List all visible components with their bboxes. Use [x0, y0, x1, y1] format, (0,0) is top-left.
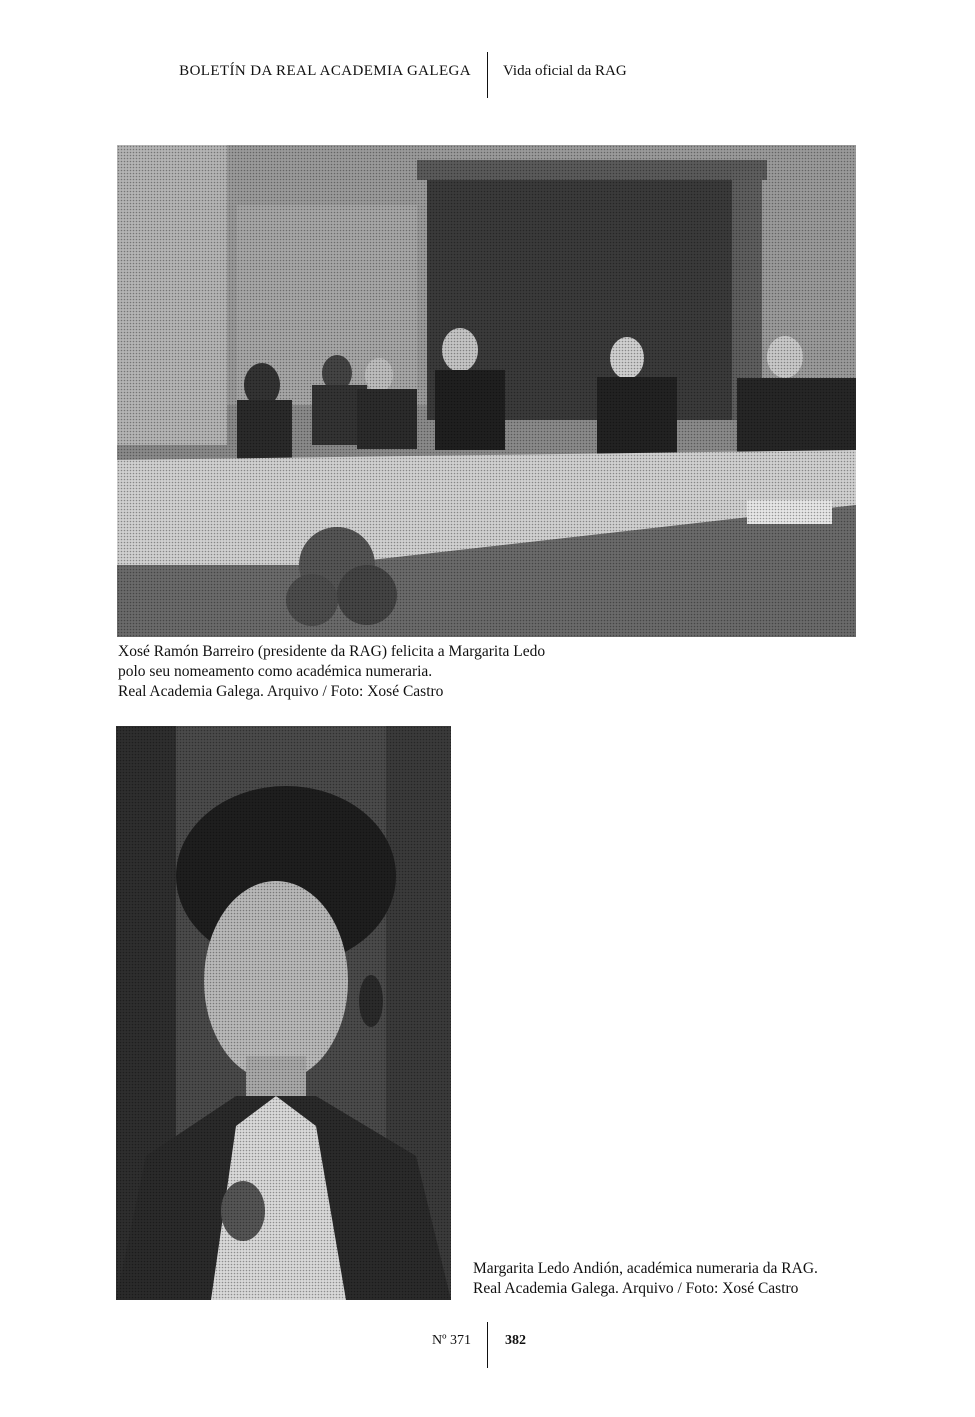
page-number: 382: [505, 1333, 526, 1348]
caption-line: Real Academia Galega. Arquivo / Foto: Xosé Castro: [473, 1280, 799, 1297]
portrait-photo: [116, 726, 451, 1300]
issue-number: Nº 371: [432, 1333, 471, 1348]
portrait-photo-caption: [473, 1259, 818, 1299]
caption-line: Xosé Ramón Barreiro (presidente da RAG) felicita a Margarita Ledo: [118, 643, 546, 660]
caption-line: Real Academia Galega. Arquivo / Foto: Xosé Castro: [118, 683, 444, 700]
section-title: Vida oficial da RAG: [503, 63, 627, 79]
ceremony-photo-caption: [118, 642, 545, 702]
caption-line: polo seu nomeamento como académica numeraria.: [118, 663, 433, 680]
ceremony-photo: [117, 145, 856, 637]
caption-line: Margarita Ledo Andión, académica numeraria da RAG.: [473, 1260, 818, 1277]
footer-divider: [487, 1322, 488, 1368]
journal-title: BOLETÍN DA REAL ACADEMIA GALEGA: [179, 63, 471, 79]
header-divider: [487, 52, 488, 98]
